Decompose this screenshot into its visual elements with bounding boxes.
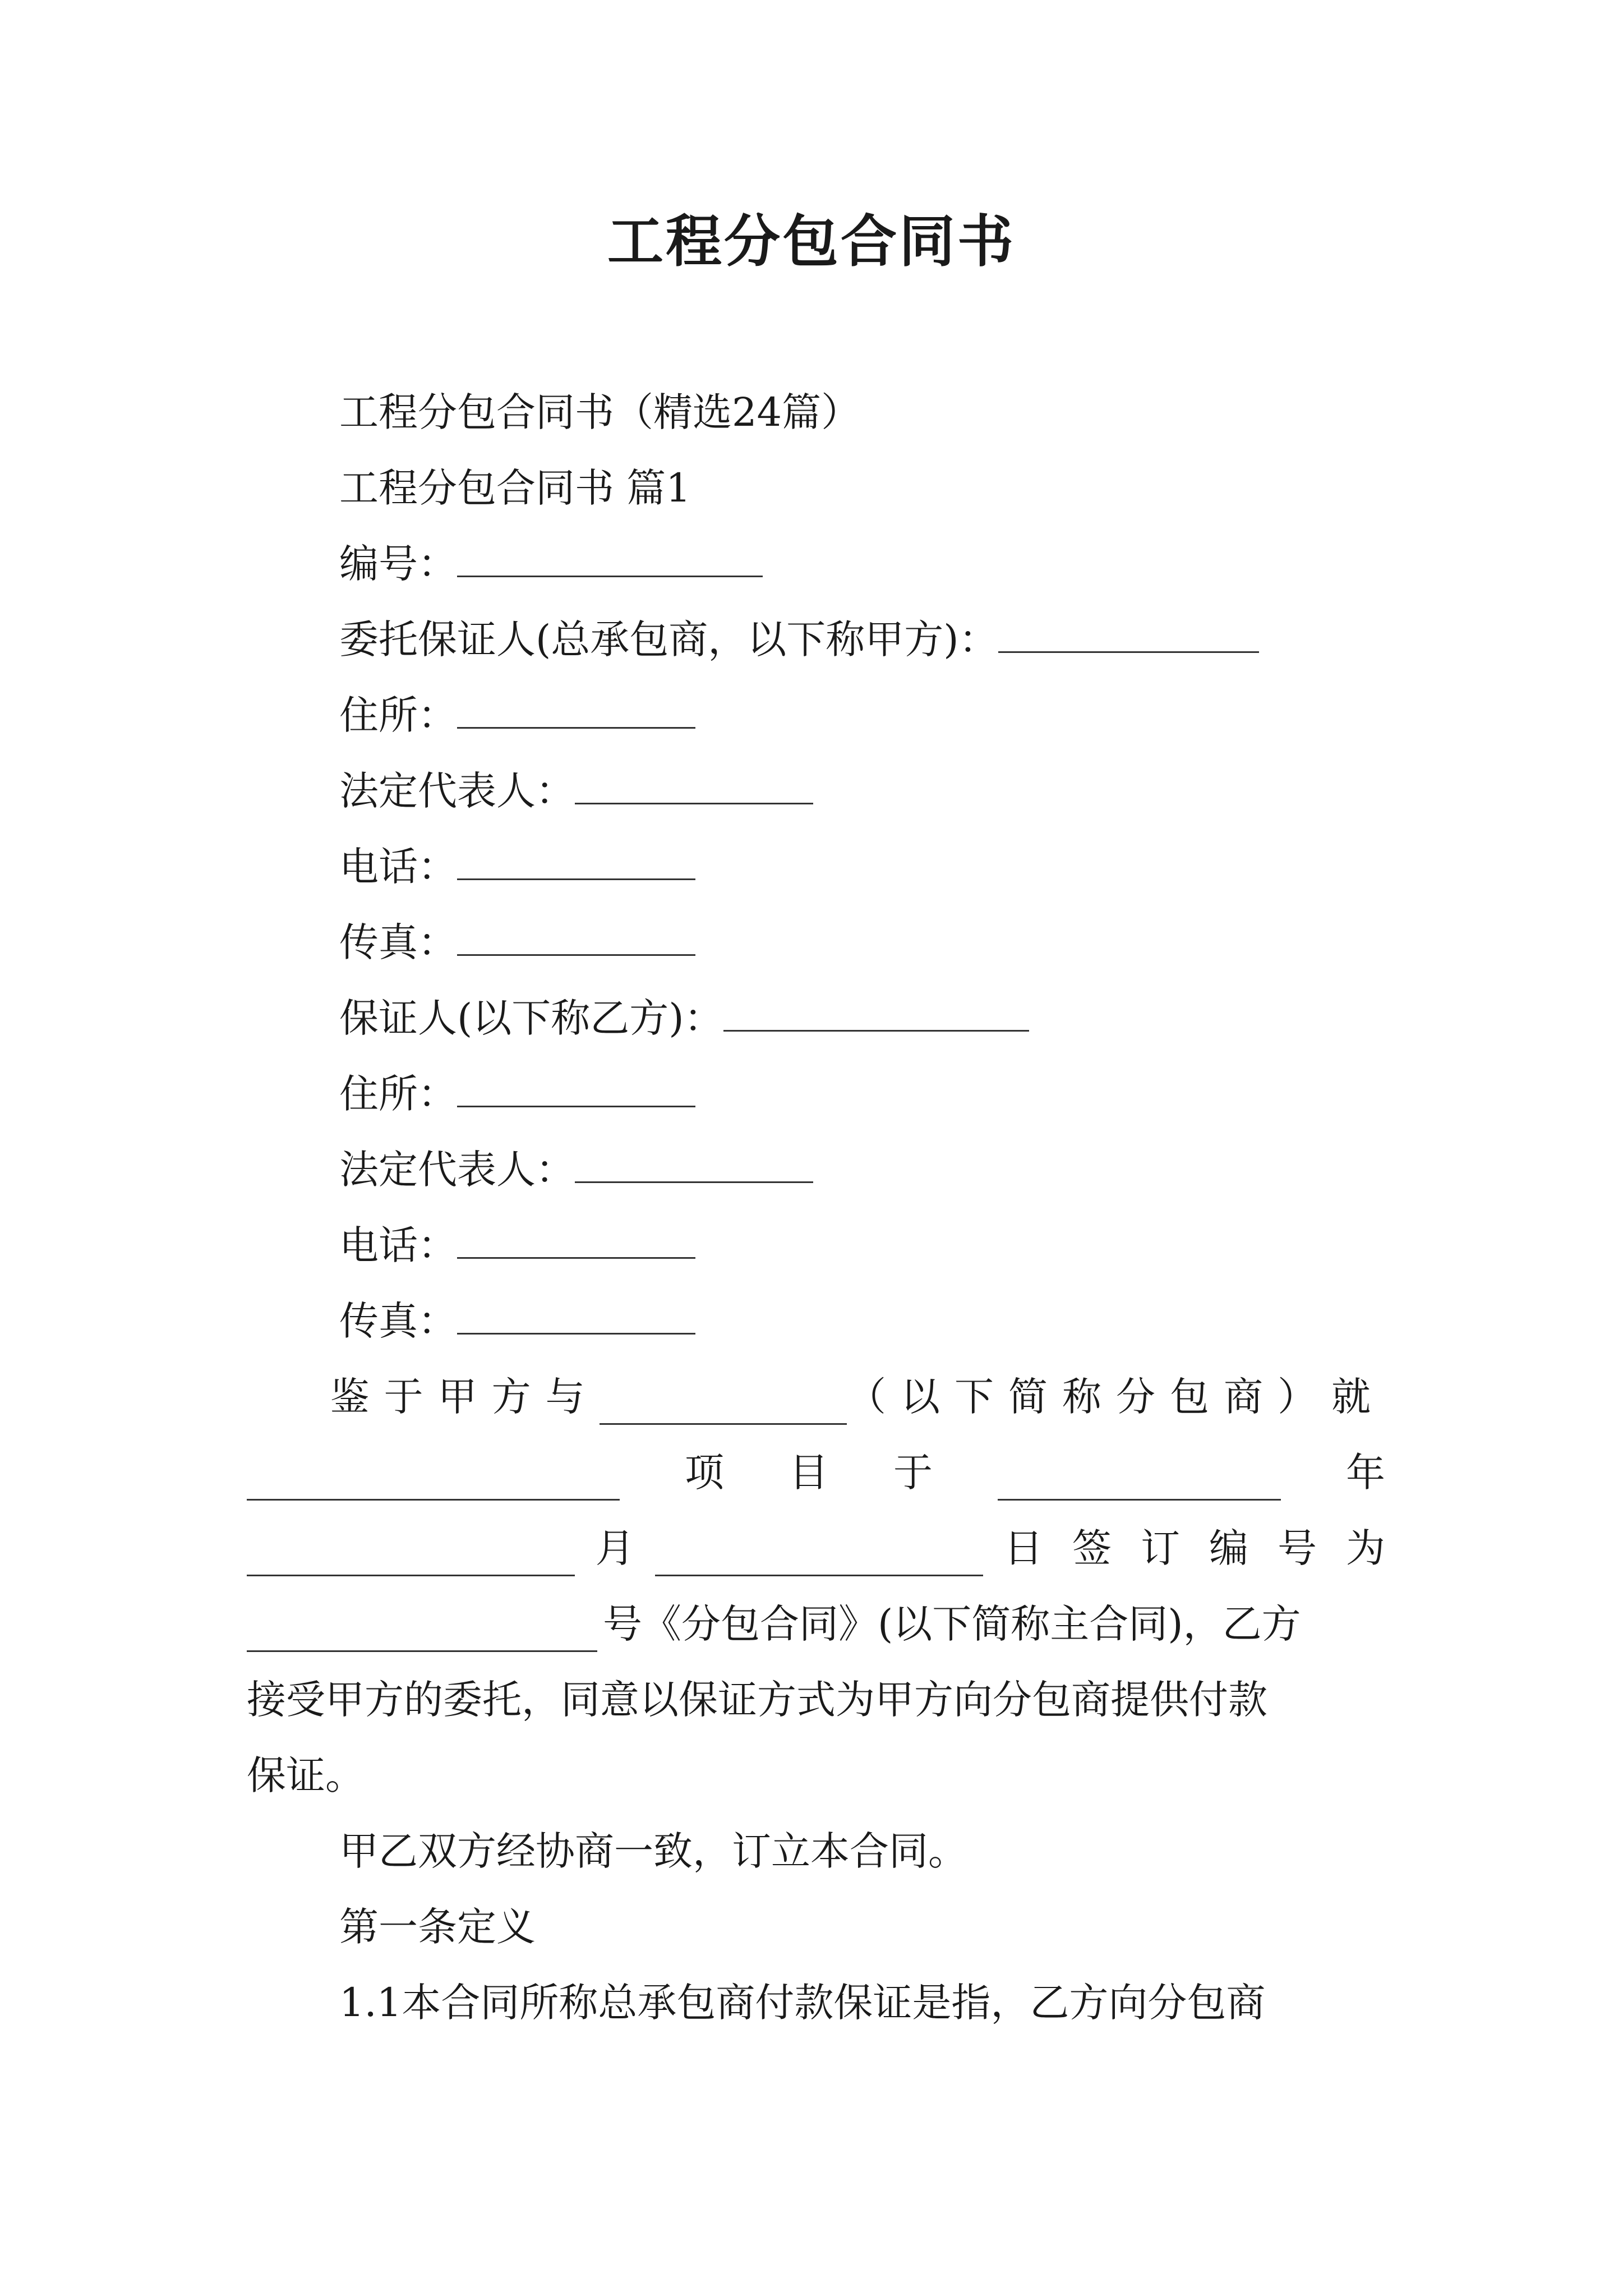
recital-text: 日签订编号为 [1003, 1525, 1414, 1571]
field-label: 电话： [339, 844, 457, 890]
field-label: 传真： [339, 1298, 457, 1344]
recital-line-4 [247, 1596, 1385, 1652]
blank-line [723, 995, 1029, 1032]
document-title: 工程分包合同书 [607, 208, 1016, 274]
recital-text: 年 [1346, 1450, 1385, 1496]
recital-line-6: 保证。 [247, 1752, 365, 1798]
recital-text: 鉴于甲方与 [330, 1374, 600, 1420]
blank-line [457, 844, 695, 880]
field-party-a-legal-rep [339, 763, 813, 819]
blank-line [457, 1298, 695, 1335]
field-party-a-phone [339, 839, 695, 895]
field-party-b-legal-rep [339, 1142, 813, 1198]
blank-line [575, 1147, 813, 1183]
article-heading: 第一条定义 [339, 1904, 536, 1950]
blank-line [457, 692, 695, 729]
field-number [339, 536, 763, 592]
field-label: 法定代表人： [339, 768, 575, 814]
recital-text: 目 [789, 1450, 828, 1496]
blank-line [600, 1384, 847, 1425]
blank-line [457, 1222, 695, 1259]
recital-text: （以下简称分包商）就 [847, 1374, 1385, 1420]
field-label: 传真： [339, 919, 457, 965]
blank-line [998, 616, 1259, 653]
subtitle: 工程分包合同书（精选24篇） [339, 389, 861, 435]
field-label: 住所： [339, 692, 457, 738]
recital-line-1 [247, 1369, 1385, 1425]
blank-line [247, 1460, 620, 1501]
field-label: 编号： [339, 541, 457, 587]
blank-line [457, 541, 763, 577]
field-party-b-address [339, 1066, 695, 1122]
blank-line [457, 919, 695, 956]
blank-line [655, 1535, 983, 1576]
field-label: 电话： [339, 1222, 457, 1268]
field-guarantor [339, 990, 1029, 1046]
field-label: 委托保证人(总承包商，以下称甲方)： [339, 616, 998, 662]
blank-line [998, 1460, 1281, 1501]
field-party-a-address [339, 687, 695, 743]
field-label: 住所： [339, 1071, 457, 1117]
field-party-b-phone [339, 1217, 695, 1273]
clause-1-1: 1.1本合同所称总承包商付款保证是指，乙方向分包商 [339, 1980, 1266, 2026]
blank-line [247, 1611, 597, 1652]
blank-line [575, 768, 813, 804]
recital-text: 于 [893, 1450, 933, 1496]
section-heading: 工程分包合同书 篇1 [339, 465, 691, 511]
field-label: 保证人(以下称乙方)： [339, 995, 723, 1041]
recital-text: 项 [685, 1450, 724, 1496]
blank-line [457, 1071, 695, 1107]
blank-line [247, 1535, 575, 1576]
field-client [339, 611, 1259, 668]
recital-line-3 [247, 1520, 1414, 1576]
agreement-sentence: 甲乙双方经协商一致，订立本合同。 [339, 1828, 967, 1874]
recital-line-2 [247, 1444, 1385, 1501]
field-party-a-fax [339, 914, 695, 970]
recital-text: 号《分包合同》(以下简称主合同)，乙方 [603, 1601, 1301, 1647]
field-party-b-fax [339, 1293, 695, 1349]
recital-line-5: 接受甲方的委托，同意以保证方式为甲方向分包商提供付款 [247, 1677, 1267, 1723]
field-label: 法定代表人： [339, 1147, 575, 1193]
recital-text: 月 [595, 1525, 635, 1571]
